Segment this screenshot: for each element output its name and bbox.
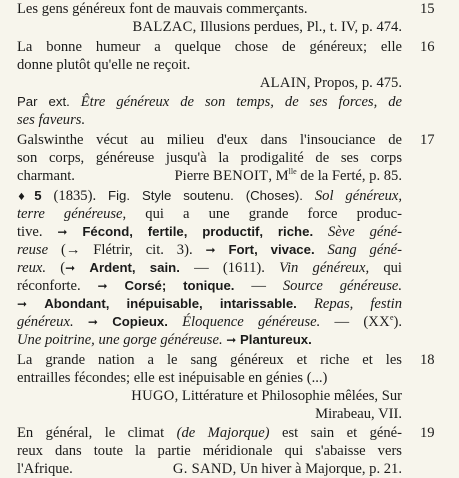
arrow-icon: ➞ bbox=[65, 261, 76, 275]
citation-19-line3 bbox=[17, 460, 402, 478]
citation-15-text: Les gens généreux font de mauvais commerçants. bbox=[17, 1, 308, 17]
synonyms[interactable]: Copieux. bbox=[112, 314, 168, 329]
sense-5-line8: généreux. ➞ Copieux. Éloquence généreuse. — (XXe). bbox=[17, 313, 403, 330]
synonyms[interactable]: Abondant, inépuisable, intarissable. bbox=[44, 296, 297, 311]
par-ext-example-2: ses faveurs. bbox=[17, 112, 86, 128]
citation-15-number: 15 bbox=[420, 1, 435, 17]
arrow-icon: ➞ bbox=[57, 225, 68, 239]
author: G. SAND bbox=[172, 461, 233, 477]
cross-reference[interactable]: (→ Flétrir, cit. 3). bbox=[60, 242, 193, 258]
sense-marker-icon: ♦ bbox=[17, 192, 35, 203]
synonyms[interactable]: Corsé; tonique. bbox=[124, 278, 235, 293]
sense-number: 5 bbox=[34, 188, 42, 203]
citation-19-number: 19 bbox=[420, 425, 435, 441]
citation-18-source-2: Mirabeau, VII. bbox=[315, 406, 402, 422]
par-ext-label: Par ext. bbox=[17, 94, 70, 109]
par-ext-example: Être généreux de son temps, de ses forces, de bbox=[80, 94, 402, 110]
arrow-icon: ➞ bbox=[17, 297, 28, 311]
synonyms[interactable]: Plantureux. bbox=[239, 332, 312, 347]
sense-register: Fig. Style soutenu. (Choses). bbox=[108, 188, 303, 203]
reference: , Littérature et Philosophie mêlées, Sur bbox=[174, 388, 402, 404]
citation-16-source bbox=[17, 74, 402, 92]
citation-17-number: 17 bbox=[420, 132, 435, 148]
arrow-icon: ➞ bbox=[97, 279, 108, 293]
example: Sol généreux, bbox=[314, 188, 403, 204]
citation-19-source: G. SAND, Un hiver à Majorque, p. 21. bbox=[172, 461, 402, 477]
citation-19-text: En général, le climat (de Majorque) est sain et géné- bbox=[17, 425, 402, 441]
arrow-icon: ➞ bbox=[87, 315, 98, 329]
arrow-icon: ➞ bbox=[205, 243, 216, 257]
author: BENOIT bbox=[213, 168, 269, 184]
synonyms[interactable]: Fécond, fertile, productif, riche. bbox=[82, 224, 314, 239]
citation-19-text-2: reux dans toute la partie méridionale qui s'abaisse vers bbox=[17, 443, 402, 459]
sense-5-line1 bbox=[17, 187, 402, 207]
citation-16-text: La bonne humeur a quelque chose de généreux; elle bbox=[17, 39, 402, 55]
citation-17-text: Galswinthe vécut au milieu d'eux dans l'insouciance de bbox=[17, 132, 402, 148]
sense-5-line4: reuse (→ Flétrir, cit. 3). ➞ Fort, vivace. Sang géné- bbox=[17, 242, 402, 258]
par-ext-line bbox=[17, 93, 402, 111]
reference: , Illusions perdues, Pl., t. IV, p. 474. bbox=[192, 19, 402, 35]
sense-5-line5: reux. (➞ Ardent, sain. — (1611). Vin généreux, qui bbox=[17, 260, 402, 276]
citation-17-text-3: charmant. bbox=[17, 168, 75, 184]
citation-18-number: 18 bbox=[420, 352, 435, 368]
citation-17-source: Pierre BENOIT, $M^{lle}$ de la Ferté, p. 85. bbox=[174, 167, 402, 184]
citation-17-text-2: son corps, généreuse jusqu'à la prodigalité de ses corps bbox=[17, 150, 402, 166]
sense-5-line2: terre généreuse, qui a une grande force produc- bbox=[17, 206, 402, 222]
citation-17-line3 bbox=[17, 167, 402, 185]
synonyms[interactable]: Fort, vivace. bbox=[228, 242, 315, 257]
citation-15-source bbox=[17, 18, 402, 36]
citation-16-number: 16 bbox=[420, 39, 435, 55]
sense-5-line3: tive. ➞ Fécond, fertile, productif, riche. Sève géné- bbox=[17, 224, 403, 240]
citation-16-text-2: donne plutôt qu'elle ne reçoit. bbox=[17, 57, 191, 73]
citation-19-text-3: l'Afrique. bbox=[17, 461, 73, 477]
citation-18-source bbox=[17, 387, 402, 405]
citation-18-text-2: entrailles fécondes; elle est inépuisable en génies (...) bbox=[17, 370, 328, 386]
author: ALAIN bbox=[259, 75, 307, 91]
citation-18-text: La grande nation a le sang généreux et riche et les bbox=[17, 352, 402, 368]
sense-5-line6: réconforte. ➞ Corsé; tonique. — Source généreuse. bbox=[17, 278, 403, 294]
sense-5-line9: Une poitrine, une gorge généreuse. ➞ Plantureux. bbox=[17, 332, 312, 348]
sense-5-line7: ➞ Abondant, inépuisable, intarissable. Repas, festin bbox=[17, 296, 402, 312]
author: BALZAC bbox=[132, 19, 193, 35]
author: HUGO bbox=[131, 388, 175, 404]
reference: , Propos, p. 475. bbox=[306, 75, 402, 91]
sense-date: (1835). bbox=[53, 188, 97, 204]
arrow-icon: ➞ bbox=[226, 333, 237, 347]
synonyms[interactable]: Ardent, sain. bbox=[89, 260, 180, 275]
